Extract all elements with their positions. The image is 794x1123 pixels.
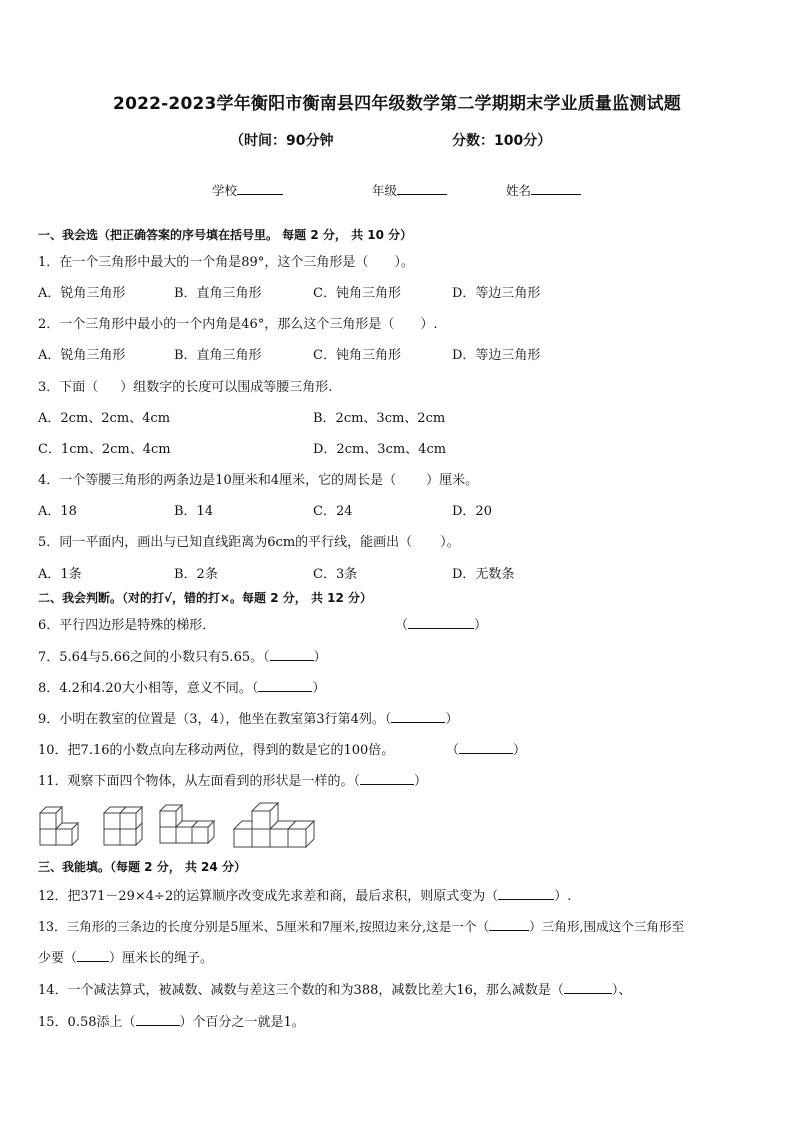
question-7: 7．5.64与5.66之间的小数只有5.65。（ ）	[38, 650, 327, 665]
question-1: 1．在一个三角形中最大的一个角是89°，这个三角形是（ ）。	[38, 255, 414, 270]
figure-2	[104, 807, 142, 845]
question-10: 10．把7.16的小数点向左移动两位，得到的数是它的100倍。	[38, 743, 395, 758]
q10-answer-blank[interactable]: （ ）	[446, 743, 527, 758]
question-13-cont: 少要（ ）厘米长的绳子。	[38, 951, 214, 966]
question-5: 5．同一平面内，画出与已知直线距离为6cm的平行线，能画出（ ）。	[38, 535, 460, 550]
q4-option-c: C．24	[313, 504, 353, 519]
grade-label: 年级	[372, 183, 398, 198]
section1-heading: 一、我会选（把正确答案的序号填在括号里。 每题 2 分， 共 10 分）	[38, 228, 413, 242]
q2-option-a: A．锐角三角形	[38, 348, 126, 363]
q5-option-d: D．无数条	[452, 567, 515, 582]
q4-option-d: D．20	[452, 504, 492, 519]
q4-option-a: A．18	[38, 504, 77, 519]
exam-time: （时间：90分钟	[230, 133, 334, 149]
q1-option-a: A．锐角三角形	[38, 286, 126, 301]
q11-answer-blank[interactable]	[360, 772, 414, 785]
name-label: 姓名	[506, 183, 532, 198]
q4-option-b: B．14	[174, 504, 214, 519]
q7-answer-blank[interactable]	[270, 648, 314, 661]
q5-option-b: B．2条	[174, 567, 218, 582]
q5-option-c: C．3条	[313, 567, 358, 582]
q13-answer-blank-2[interactable]	[77, 949, 109, 962]
figure-4	[234, 803, 314, 847]
q2-option-c: C．钝角三角形	[313, 348, 401, 363]
figure-1	[40, 807, 78, 845]
q1-option-d: D．等边三角形	[452, 286, 541, 301]
q3-option-d: D．2cm、3cm、4cm	[313, 442, 447, 457]
q2-option-b: B．直角三角形	[174, 348, 262, 363]
q14-answer-blank[interactable]	[564, 981, 612, 994]
question-9: 9．小明在教室的位置是（3，4），他坐在教室第3行第4列。（ ）	[38, 712, 459, 727]
figure-3	[160, 805, 214, 843]
school-field[interactable]	[212, 181, 283, 199]
q15-answer-blank[interactable]	[136, 1013, 180, 1026]
q12-answer-blank[interactable]	[498, 887, 554, 900]
question-8: 8．4.2和4.20大小相等，意义不同。（ ）	[38, 681, 326, 696]
question-3: 3．下面（ ）组数字的长度可以围成等腰三角形.	[38, 380, 333, 395]
question-12: 12．把371－29×4÷2的运算顺序改变成先求差和商，最后求积，则原式变为（ ）.	[38, 889, 572, 904]
q3-option-c: C．1cm、2cm、4cm	[38, 442, 171, 457]
question-11: 11．观察下面四个物体，从左面看到的形状是一样的。（ ）	[38, 774, 428, 789]
q3-option-b: B．2cm、3cm、2cm	[313, 411, 446, 426]
question-4: 4．一个等腰三角形的两条边是10厘米和4厘米，它的周长是（ ）厘米。	[38, 473, 479, 488]
question-13: 13．三角形的三条边的长度分别是5厘米、5厘米和7厘米,按照边来分,这是一个（ ）三角形,围成这个三角形至	[38, 919, 685, 934]
q5-option-a: A．1条	[38, 567, 82, 582]
cube-figures	[38, 795, 328, 853]
q1-option-b: B．直角三角形	[174, 286, 262, 301]
q2-option-d: D．等边三角形	[452, 348, 541, 363]
exam-score: 分数：100分）	[452, 133, 552, 149]
name-field[interactable]	[506, 181, 581, 199]
q8-answer-blank[interactable]	[258, 679, 312, 692]
section2-heading: 二、我会判断。（对的打√，错的打×。每题 2 分， 共 12 分）	[38, 591, 372, 605]
grade-field[interactable]	[372, 181, 447, 199]
section3-heading: 三、我能填。（每题 2 分， 共 24 分）	[38, 860, 246, 874]
page-title: 2022-2023学年衡阳市衡南县四年级数学第二学期期末学业质量监测试题	[113, 94, 681, 114]
q6-answer-blank[interactable]: （ ）	[395, 618, 488, 633]
question-15: 15．0.58添上（ ）个百分之一就是1。	[38, 1015, 305, 1030]
q3-option-a: A．2cm、2cm、4cm	[38, 411, 171, 426]
question-6: 6．平行四边形是特殊的梯形．	[38, 618, 216, 633]
q1-option-c: C．钝角三角形	[313, 286, 401, 301]
question-2: 2．一个三角形中最小的一个内角是46°，那么这个三角形是（ ）.	[38, 317, 438, 332]
question-14: 14．一个减法算式，被减数、减数与差这三个数的和为388，减数比差大16，那么减数是（ ）、	[38, 983, 632, 998]
q9-answer-blank[interactable]	[391, 710, 445, 723]
q13-answer-blank-1[interactable]	[489, 918, 529, 931]
school-label: 学校	[212, 183, 238, 198]
